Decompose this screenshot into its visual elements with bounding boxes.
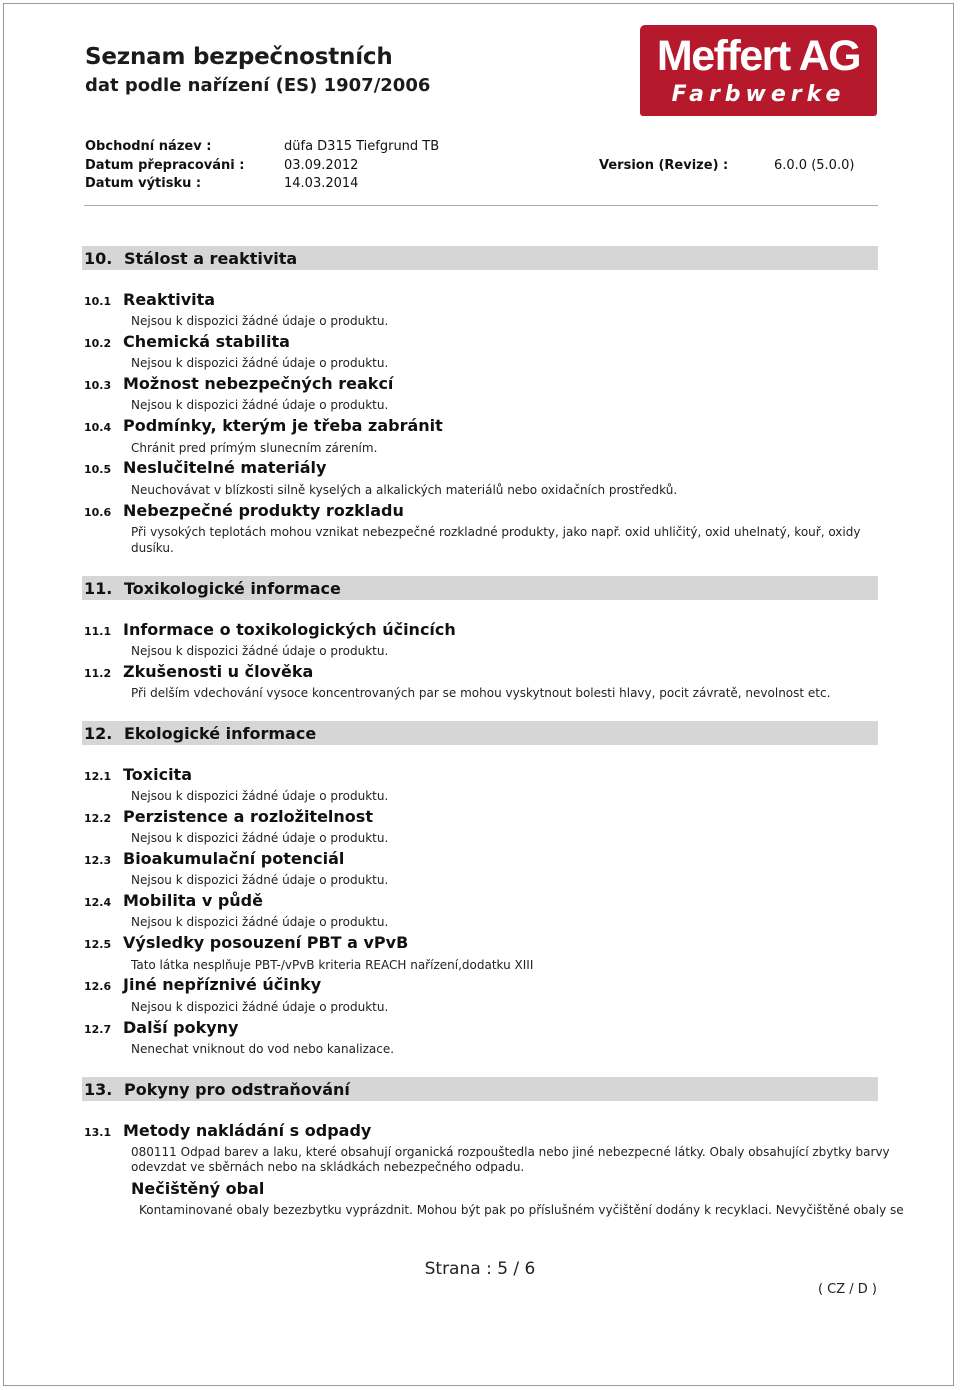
section-number: 13. bbox=[84, 1080, 113, 1099]
subsection-title: Nebezpečné produkty rozkladu bbox=[123, 501, 404, 520]
logo-company-sub: Farbwerke bbox=[671, 82, 846, 107]
subsection-title: Metody nakládání s odpady bbox=[123, 1121, 372, 1140]
subsection-text: 080111 Odpad barev a laku, které obsahují organická rozpouštedla nebo jiné nebezpecné látky. Obaly obsahující zbytky barvy bbox=[131, 1145, 890, 1159]
subsection-number: 10.6 bbox=[84, 506, 112, 519]
header-divider bbox=[84, 205, 878, 206]
section-number: 10. bbox=[84, 249, 113, 268]
subsection-title: Možnost nebezpečných reakcí bbox=[123, 374, 394, 393]
section-title: Pokyny pro odstraňování bbox=[124, 1080, 350, 1099]
subsection-number: 12.7 bbox=[84, 1023, 112, 1036]
subsection-text: Při delším vdechování vysoce koncentrovaných par se mohou vyskytnout bolesti hlavy, pocit závratě, nevolnost etc. bbox=[131, 686, 831, 700]
subsection-number: 10.3 bbox=[84, 379, 112, 392]
subsection-text: Nejsou k dispozici žádné údaje o produktu. bbox=[131, 831, 389, 845]
subsection-number: 12.6 bbox=[84, 980, 112, 993]
subsection-number: 12.4 bbox=[84, 896, 112, 909]
print-date-value: 14.03.2014 bbox=[284, 176, 359, 191]
print-date-label: Datum výtisku : bbox=[85, 176, 202, 191]
subsection-number: 13.1 bbox=[84, 1126, 112, 1139]
subsection-number: 11.1 bbox=[84, 625, 112, 638]
subsection-title: Perzistence a rozložitelnost bbox=[123, 807, 373, 826]
trade-name-value: düfa D315 Tiefgrund TB bbox=[284, 139, 440, 154]
revision-date-label: Datum přepracováni : bbox=[85, 158, 245, 173]
subsection-number: 10.1 bbox=[84, 295, 112, 308]
section-title: Toxikologické informace bbox=[124, 579, 341, 598]
subsection-text: Nenechat vniknout do vod nebo kanalizace. bbox=[131, 1042, 395, 1056]
document-subtitle: dat podle nařízení (ES) 1907/2006 bbox=[85, 75, 431, 96]
page-number: Strana : 5 / 6 bbox=[424, 1259, 536, 1279]
subsection-text: Při vysokých teplotách mohou vznikat nebezpečné rozkladné produkty, jako např. oxid uhličitý, oxid uhelnatý, kouř, oxidy bbox=[131, 525, 861, 539]
trade-name-label: Obchodní název : bbox=[85, 139, 212, 154]
subsection-text: Nejsou k dispozici žádné údaje o produktu. bbox=[131, 873, 389, 887]
version-label: Version (Revize) : bbox=[599, 158, 729, 173]
subsection-text: Neuchovávat v blízkosti silně kyselých a alkalických materiálů nebo oxidačních prostředků. bbox=[131, 483, 678, 497]
subsection-number: 10.4 bbox=[84, 421, 112, 434]
subsection-number: 12.1 bbox=[84, 770, 112, 783]
subsection-title: Zkušenosti u člověka bbox=[123, 662, 314, 681]
subsection-title: Reaktivita bbox=[123, 290, 216, 309]
document-title: Seznam bezpečnostních bbox=[85, 44, 393, 70]
subsection-text: Nejsou k dispozici žádné údaje o produktu. bbox=[131, 1000, 389, 1014]
section-13-header bbox=[82, 1077, 878, 1101]
subsection-title: Informace o toxikologických účincích bbox=[123, 620, 456, 639]
subsection-title: Další pokyny bbox=[123, 1018, 239, 1037]
subsection-text: Nejsou k dispozici žádné údaje o produktu. bbox=[131, 398, 389, 412]
subsection-title: Neslučitelné materiály bbox=[123, 458, 327, 477]
subsection-number: 10.2 bbox=[84, 337, 112, 350]
subsection-text: Chránit pred prímým slunecním zárením. bbox=[131, 441, 378, 455]
subsection-text: Nejsou k dispozici žádné údaje o produktu. bbox=[131, 915, 389, 929]
subsection-title: Podmínky, kterým je třeba zabránit bbox=[123, 416, 443, 435]
section-number: 11. bbox=[84, 579, 113, 598]
subsection-number: 11.2 bbox=[84, 667, 112, 680]
subsection-text: Nejsou k dispozici žádné údaje o produktu. bbox=[131, 644, 389, 658]
section-number: 12. bbox=[84, 724, 113, 743]
subsection-title: Mobilita v půdě bbox=[123, 891, 263, 910]
section-title: Ekologické informace bbox=[124, 724, 317, 743]
subsection-text: Kontaminované obaly bezezbytku vyprázdnit. Mohou být pak po příslušném vyčištění dodány k recyklaci. Nevyčištěné obaly se bbox=[139, 1203, 904, 1217]
version-value: 6.0.0 (5.0.0) bbox=[774, 158, 855, 173]
subsection-title: Jiné nepříznivé účinky bbox=[123, 975, 322, 994]
subsection-title: Bioakumulační potenciál bbox=[123, 849, 345, 868]
section-12-header bbox=[82, 721, 878, 745]
logo-company-name: Meffert AG bbox=[656, 32, 861, 80]
subsection-title: Toxicita bbox=[123, 765, 192, 784]
subsection-text-continued: odevzdat ve sběrnách nebo na skládkách nebezpečného odpadu. bbox=[131, 1160, 525, 1174]
revision-date-value: 03.09.2012 bbox=[284, 158, 359, 173]
subsection-number: 12.2 bbox=[84, 812, 112, 825]
subsection-number: 12.5 bbox=[84, 938, 112, 951]
subsection-text: Nejsou k dispozici žádné údaje o produktu. bbox=[131, 314, 389, 328]
subsection-text-continued: dusíku. bbox=[131, 541, 174, 555]
section-11-header bbox=[82, 576, 878, 600]
subsection-number: 10.5 bbox=[84, 463, 112, 476]
subsection-number: 12.3 bbox=[84, 854, 112, 867]
section-10-header bbox=[82, 246, 878, 270]
subsection-title: Chemická stabilita bbox=[123, 332, 290, 351]
company-logo bbox=[640, 25, 877, 116]
subheading-uncleaned-packaging: Nečištěný obal bbox=[131, 1179, 265, 1198]
subsection-text: Nejsou k dispozici žádné údaje o produktu. bbox=[131, 356, 389, 370]
subsection-text: Tato látka nesplňuje PBT-/vPvB kriteria REACH nařízení,dodatku XIII bbox=[131, 958, 534, 972]
subsection-text: Nejsou k dispozici žádné údaje o produktu. bbox=[131, 789, 389, 803]
subsection-title: Výsledky posouzení PBT a vPvB bbox=[123, 933, 409, 952]
language-code: ( CZ / D ) bbox=[817, 1282, 877, 1297]
section-title: Stálost a reaktivita bbox=[124, 249, 298, 268]
